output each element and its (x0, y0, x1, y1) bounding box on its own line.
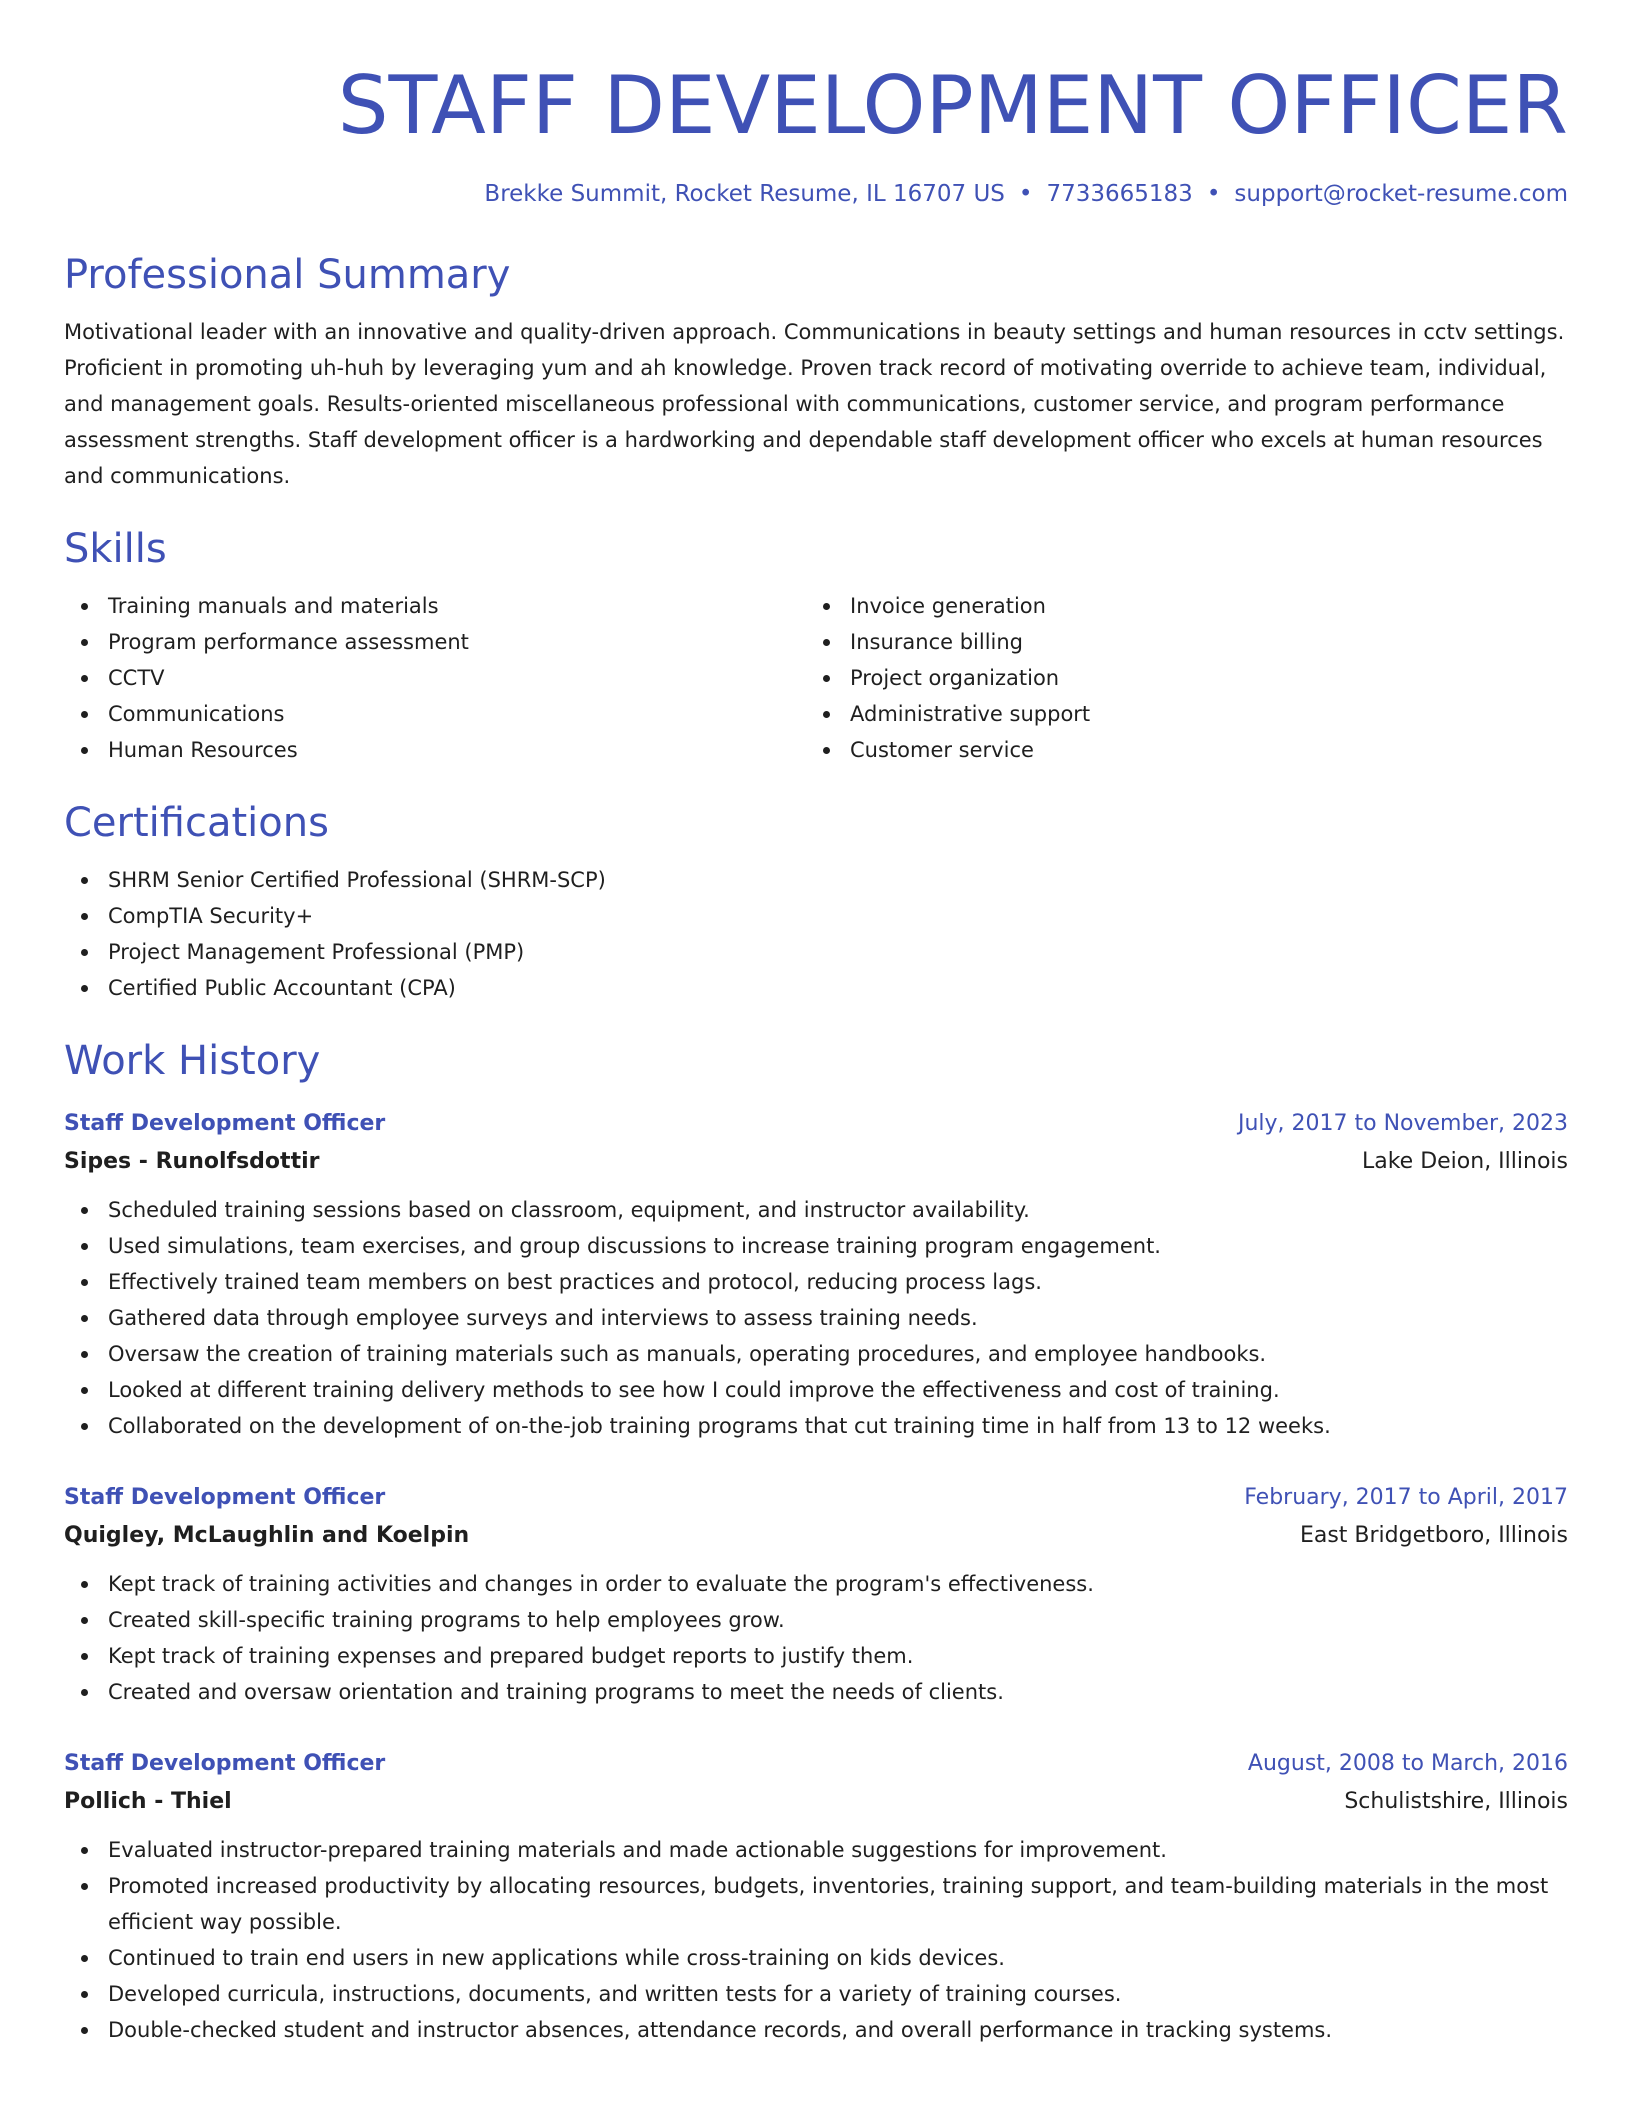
skill-label: CCTV (108, 666, 165, 690)
bullet-dot (81, 711, 88, 718)
job-role: Staff Development Officer (64, 1751, 386, 1776)
contact-phone: 7733665183 (1046, 181, 1193, 207)
job-company-row (64, 1516, 1568, 1556)
section-title-work-history: Work History (64, 1038, 321, 1084)
summary-text: Motivational leader with an innovative and quality-driven approach. Communications in beauty settings and human resources in cctv settings. Proficient in promoting uh-huh by leveraging yum and ah knowledge. Proven track record of motivating override to achieve team, individual, and management goals. Results-oriented miscellaneous professional with communications, customer service, and program performance assessment strengths. Staff development officer is a hardworking and dependable staff development officer who excels at human resources and communications. (64, 320, 1565, 488)
bullet-dot (81, 1423, 88, 1430)
section-title-skills: Skills (64, 526, 167, 572)
job-duty-text: Double-checked student and instructor absences, attendance records, and overall performance in tracking systems. (108, 2018, 1333, 2042)
job-duty-item (64, 1832, 1568, 1868)
job-duty-item (64, 1192, 1568, 1228)
job-duty-text: Created skill-specific training programs to help employees grow. (108, 1608, 785, 1632)
job-duty-item (64, 1674, 1568, 1710)
skills-list-right (806, 588, 1548, 768)
job-company: Quigley, McLaughlin and Koelpin (64, 1523, 470, 1548)
contact-separator: • (1206, 181, 1221, 207)
job-duty-item (64, 2012, 1568, 2048)
job-duties-list (64, 1832, 1568, 2048)
job-duties-list (64, 1566, 1568, 1710)
skill-item (64, 696, 806, 732)
job-duty-text: Scheduled training sessions based on classroom, equipment, and instructor availability. (108, 1198, 1030, 1222)
job-duty-item (64, 1566, 1568, 1602)
bullet-dot (81, 1315, 88, 1322)
bullet-dot (81, 1617, 88, 1624)
skills-column-right (806, 588, 1548, 768)
job-duty-text: Continued to train end users in new applications while cross-training on kids devices. (108, 1946, 1005, 1970)
bullet-dot (81, 1581, 88, 1588)
bullet-dot (81, 2027, 88, 2034)
section-title-summary: Professional Summary (64, 252, 511, 298)
job-location: Schulistshire, Illinois (1344, 1789, 1568, 1814)
job-duty-text: Evaluated instructor-prepared training materials and made actionable suggestions for improvement. (108, 1838, 1167, 1862)
skill-label: Invoice generation (850, 594, 1046, 618)
skill-item (64, 588, 806, 624)
job-entry (64, 1106, 1568, 1444)
skill-label: Training manuals and materials (108, 594, 439, 618)
contact-separator: • (1018, 181, 1033, 207)
job-role: Staff Development Officer (64, 1111, 386, 1136)
skill-label: Human Resources (108, 738, 298, 762)
skill-item (806, 588, 1548, 624)
bullet-dot (823, 747, 830, 754)
job-duty-item (64, 1228, 1568, 1264)
skills-grid (64, 588, 1568, 768)
bullet-dot (81, 913, 88, 920)
skills-list-left (64, 588, 806, 768)
bullet-dot (81, 1991, 88, 1998)
bullet-dot (823, 675, 830, 682)
job-company-row (64, 1142, 1568, 1182)
job-duty-text: Promoted increased productivity by allocating resources, budgets, inventories, training support, and team-building materials in the most efficient way possible. (108, 1874, 1549, 1934)
job-entry (64, 1480, 1568, 1710)
resume-page (64, 0, 1568, 2048)
bullet-dot (81, 1883, 88, 1890)
job-duty-item (64, 1602, 1568, 1638)
job-location: East Bridgetboro, Illinois (1299, 1523, 1568, 1548)
certification-label: Certified Public Accountant (CPA) (108, 976, 456, 1000)
job-duty-text: Created and oversaw orientation and training programs to meet the needs of clients. (108, 1680, 1004, 1704)
bullet-dot (81, 1243, 88, 1250)
bullet-dot (81, 639, 88, 646)
skills-column-left (64, 588, 806, 768)
contact-line (64, 178, 1568, 210)
bullet-dot (823, 639, 830, 646)
job-duty-text: Developed curricula, instructions, documents, and written tests for a variety of training courses. (108, 1982, 1122, 2006)
job-header-row (64, 1106, 1568, 1142)
job-duty-text: Used simulations, team exercises, and group discussions to increase training program engagement. (108, 1234, 1161, 1258)
bullet-dot (81, 603, 88, 610)
skill-item (806, 696, 1548, 732)
job-dates: August, 2008 to March, 2016 (1247, 1751, 1568, 1776)
bullet-dot (81, 1847, 88, 1854)
certification-label: SHRM Senior Certified Professional (SHRM-SCP) (108, 868, 606, 892)
job-duty-item (64, 1372, 1568, 1408)
certifications-list (64, 862, 1568, 1006)
job-duty-item (64, 1868, 1568, 1940)
bullet-dot (823, 711, 830, 718)
skill-item (64, 624, 806, 660)
skill-label: Program performance assessment (108, 630, 469, 654)
bullet-dot (81, 1207, 88, 1214)
job-dates: July, 2017 to November, 2023 (1237, 1111, 1568, 1136)
job-duty-item (64, 1940, 1568, 1976)
job-company-row (64, 1782, 1568, 1822)
bullet-dot (81, 1689, 88, 1696)
skill-label: Customer service (850, 738, 1034, 762)
bullet-dot (823, 603, 830, 610)
certification-item (64, 934, 1568, 970)
contact-address: Brekke Summit, Rocket Resume, IL 16707 US (484, 181, 1005, 207)
job-header-row (64, 1480, 1568, 1516)
bullet-dot (81, 877, 88, 884)
bullet-dot (81, 949, 88, 956)
skill-label: Administrative support (850, 702, 1091, 726)
job-duty-text: Collaborated on the development of on-the-job training programs that cut training time in half from 13 to 12 weeks. (108, 1414, 1331, 1438)
bullet-dot (81, 1653, 88, 1660)
certification-item (64, 970, 1568, 1006)
certification-item (64, 898, 1568, 934)
job-duty-item (64, 1336, 1568, 1372)
job-dates: February, 2017 to April, 2017 (1244, 1485, 1568, 1510)
job-duty-item (64, 1264, 1568, 1300)
skill-item (806, 660, 1548, 696)
job-duty-item (64, 1638, 1568, 1674)
certification-item (64, 862, 1568, 898)
job-duty-item (64, 1300, 1568, 1336)
bullet-dot (81, 1279, 88, 1286)
job-role: Staff Development Officer (64, 1485, 386, 1510)
section-title-certifications: Certifications (64, 800, 329, 846)
bullet-dot (81, 1351, 88, 1358)
job-entry (64, 1746, 1568, 2048)
job-duty-text: Kept track of training expenses and prepared budget reports to justify them. (108, 1644, 914, 1668)
skill-item (64, 660, 806, 696)
job-duty-item (64, 1408, 1568, 1444)
job-duty-text: Gathered data through employee surveys and interviews to assess training needs. (108, 1306, 978, 1330)
skill-label: Communications (108, 702, 285, 726)
bullet-dot (81, 1387, 88, 1394)
certification-label: Project Management Professional (PMP) (108, 940, 525, 964)
skill-label: Project organization (850, 666, 1060, 690)
skill-item (64, 732, 806, 768)
job-header-row (64, 1746, 1568, 1782)
skill-item (806, 624, 1548, 660)
bullet-dot (81, 1955, 88, 1962)
certification-label: CompTIA Security+ (108, 904, 314, 928)
job-company: Pollich - Thiel (64, 1789, 232, 1814)
job-location: Lake Deion, Illinois (1361, 1149, 1568, 1174)
job-duty-text: Looked at different training delivery methods to see how I could improve the effectiveness and cost of training. (108, 1378, 1280, 1402)
job-duty-text: Kept track of training activities and changes in order to evaluate the program's effectiveness. (108, 1572, 1094, 1596)
job-company: Sipes - Runolfsdottir (64, 1149, 320, 1174)
bullet-dot (81, 985, 88, 992)
job-duties-list (64, 1192, 1568, 1444)
contact-email[interactable]: support@rocket-resume.com (1234, 181, 1568, 207)
bullet-dot (81, 675, 88, 682)
resume-title: STAFF DEVELOPMENT OFFICER (337, 59, 1568, 152)
job-duty-text: Oversaw the creation of training materials such as manuals, operating procedures, and employee handbooks. (108, 1342, 1267, 1366)
skill-label: Insurance billing (850, 630, 1024, 654)
job-duty-text: Effectively trained team members on best practices and protocol, reducing process lags. (108, 1270, 1042, 1294)
skill-item (806, 732, 1548, 768)
bullet-dot (81, 747, 88, 754)
job-duty-item (64, 1976, 1568, 2012)
